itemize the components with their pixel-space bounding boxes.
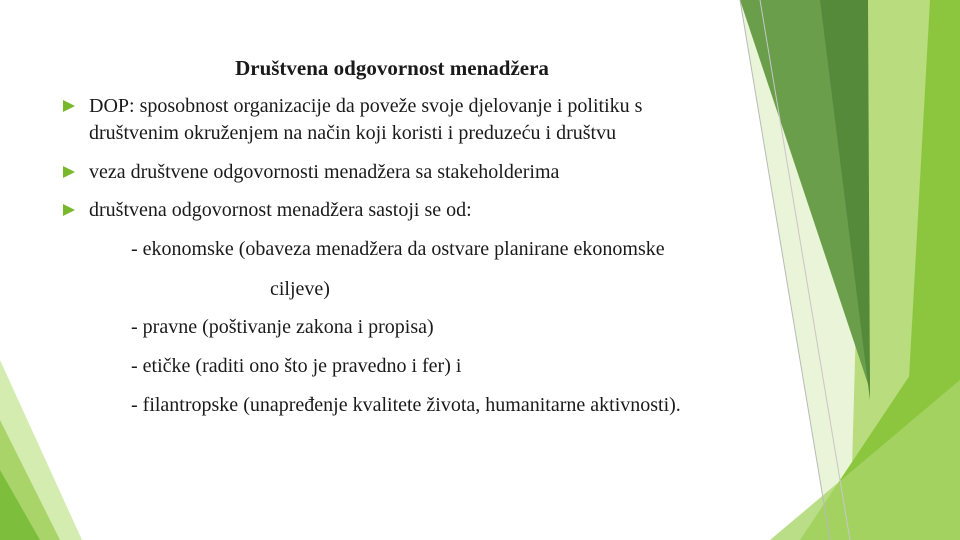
bullet-item-3 — [62, 197, 782, 224]
bullet-text-1-line-1: DOP: sposobnost organizacije da poveže svoje djelovanje i politiku s — [89, 95, 643, 117]
subitem-philanthropic: - filantropske (unapređenje kvalitete života, humanitarne aktivnosti). — [131, 394, 681, 416]
slide-title: Društvena odgovornost menadžera — [235, 56, 549, 80]
triangle-right-icon — [62, 203, 76, 217]
bullet-text-1-line-2: društvenim okruženjem na način koji koristi i preduzeću i društvu — [89, 122, 617, 144]
bullet-text-2: veza društvene odgovornosti menadžera sa stakeholderima — [89, 161, 560, 183]
bullet-item-2 — [62, 159, 782, 186]
bullet-text-3: društvena odgovornost menadžera sastoji se od: — [89, 199, 472, 221]
subitem-ethical: - etičke (raditi ono što je pravedno i fer) i — [131, 355, 462, 377]
subitem-legal: - pravne (poštivanje zakona i propisa) — [131, 316, 434, 338]
triangle-right-icon — [62, 99, 76, 113]
subitem-economic-continued: ciljeve) — [270, 278, 330, 300]
bullet-item-1 — [62, 93, 782, 147]
subitem-economic: - ekonomske (obaveza menadžera da ostvare planirane ekonomske — [131, 238, 665, 260]
triangle-right-icon — [62, 165, 76, 179]
